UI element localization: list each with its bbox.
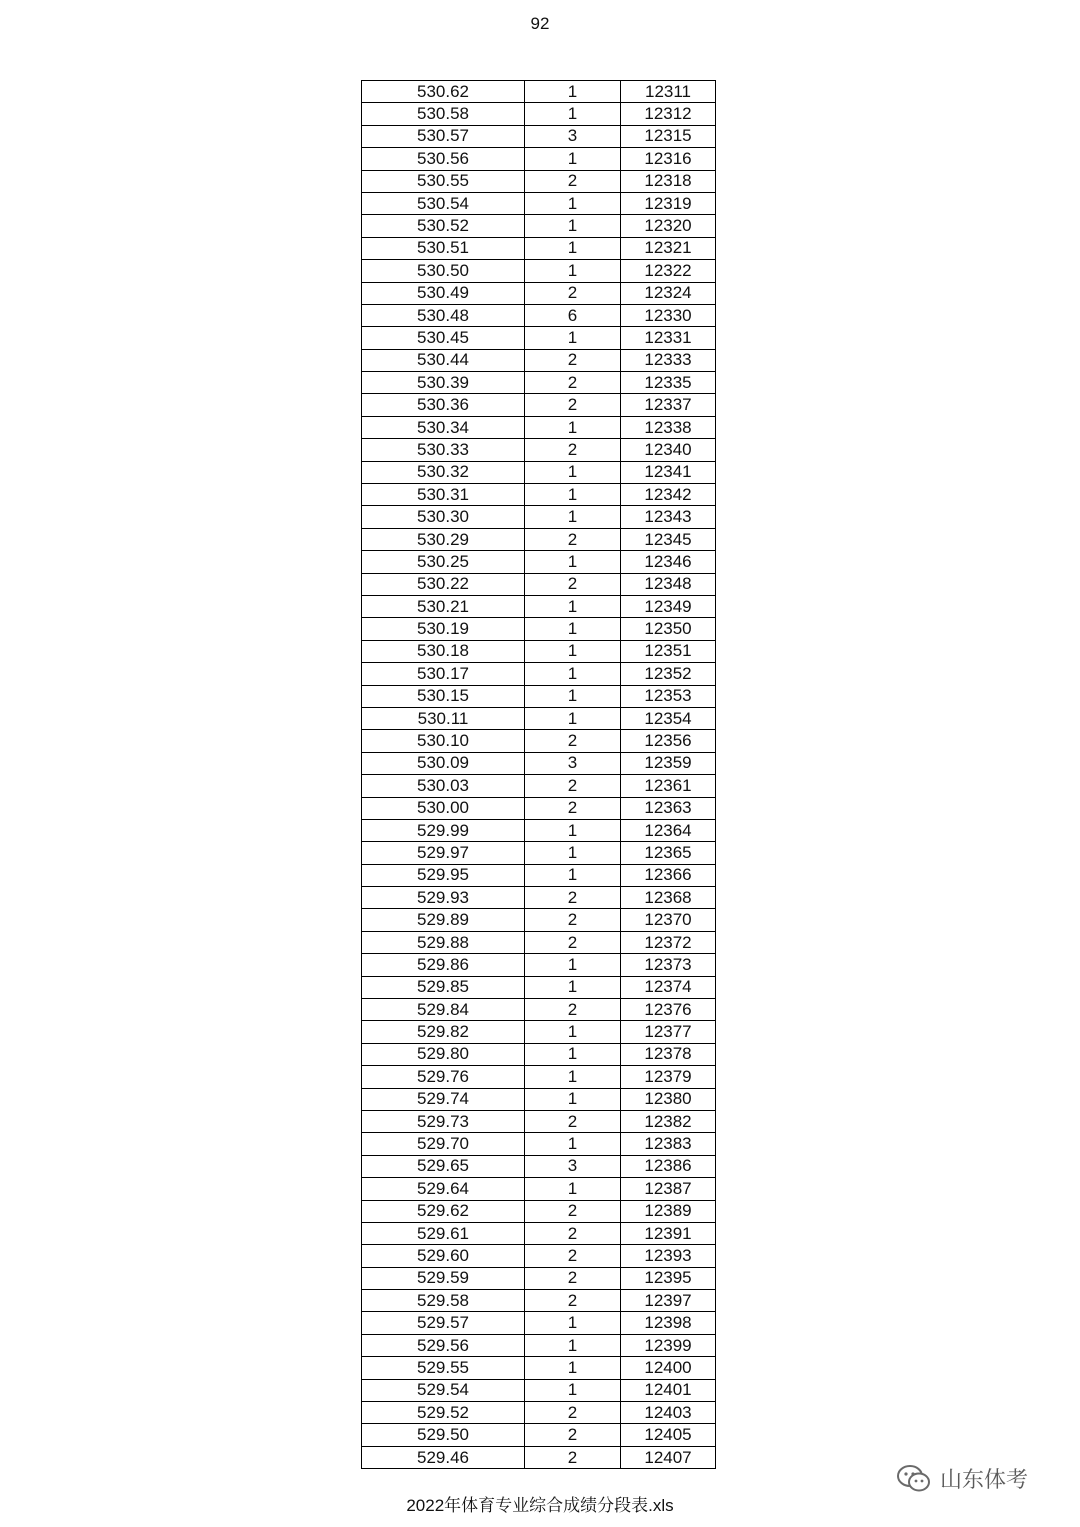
table-row bbox=[362, 103, 716, 125]
score-cell: 530.15 bbox=[362, 685, 525, 707]
table-row bbox=[362, 775, 716, 797]
count-cell: 1 bbox=[525, 976, 621, 998]
table-row bbox=[362, 349, 716, 371]
table-row bbox=[362, 999, 716, 1021]
cumulative-cell: 12352 bbox=[621, 663, 716, 685]
count-cell: 1 bbox=[525, 707, 621, 729]
count-cell: 6 bbox=[525, 304, 621, 326]
cumulative-cell: 12382 bbox=[621, 1110, 716, 1132]
cumulative-cell: 12405 bbox=[621, 1424, 716, 1446]
count-cell: 1 bbox=[525, 1379, 621, 1401]
table-row bbox=[362, 1066, 716, 1088]
score-cell: 529.54 bbox=[362, 1379, 525, 1401]
cumulative-cell: 12353 bbox=[621, 685, 716, 707]
table-row bbox=[362, 1155, 716, 1177]
score-cell: 530.57 bbox=[362, 125, 525, 147]
cumulative-cell: 12331 bbox=[621, 327, 716, 349]
cumulative-cell: 12363 bbox=[621, 797, 716, 819]
table-row bbox=[362, 640, 716, 662]
cumulative-cell: 12337 bbox=[621, 394, 716, 416]
cumulative-cell: 12361 bbox=[621, 775, 716, 797]
cumulative-cell: 12346 bbox=[621, 551, 716, 573]
score-cell: 529.60 bbox=[362, 1245, 525, 1267]
count-cell: 2 bbox=[525, 887, 621, 909]
count-cell: 2 bbox=[525, 1245, 621, 1267]
table-row bbox=[362, 730, 716, 752]
table-row bbox=[362, 1334, 716, 1356]
score-cell: 530.29 bbox=[362, 528, 525, 550]
table-row bbox=[362, 1200, 716, 1222]
count-cell: 2 bbox=[525, 170, 621, 192]
score-cell: 529.80 bbox=[362, 1043, 525, 1065]
count-cell: 1 bbox=[525, 551, 621, 573]
score-cell: 530.33 bbox=[362, 439, 525, 461]
cumulative-cell: 12395 bbox=[621, 1267, 716, 1289]
cumulative-cell: 12319 bbox=[621, 192, 716, 214]
cumulative-cell: 12400 bbox=[621, 1357, 716, 1379]
score-cell: 530.19 bbox=[362, 618, 525, 640]
count-cell: 1 bbox=[525, 506, 621, 528]
table-row bbox=[362, 81, 716, 103]
table-row bbox=[362, 663, 716, 685]
score-cell: 529.93 bbox=[362, 887, 525, 909]
table-row bbox=[362, 976, 716, 998]
table-row bbox=[362, 1290, 716, 1312]
table-row bbox=[362, 416, 716, 438]
score-cell: 530.50 bbox=[362, 260, 525, 282]
table-row bbox=[362, 931, 716, 953]
cumulative-cell: 12338 bbox=[621, 416, 716, 438]
count-cell: 2 bbox=[525, 439, 621, 461]
score-cell: 530.45 bbox=[362, 327, 525, 349]
score-cell: 530.30 bbox=[362, 506, 525, 528]
score-cell: 529.64 bbox=[362, 1178, 525, 1200]
table-row bbox=[362, 1021, 716, 1043]
count-cell: 1 bbox=[525, 954, 621, 976]
cumulative-cell: 12380 bbox=[621, 1088, 716, 1110]
table-row bbox=[362, 394, 716, 416]
count-cell: 2 bbox=[525, 1110, 621, 1132]
table-row bbox=[362, 1267, 716, 1289]
score-cell: 530.44 bbox=[362, 349, 525, 371]
cumulative-cell: 12379 bbox=[621, 1066, 716, 1088]
count-cell: 1 bbox=[525, 148, 621, 170]
table-row bbox=[362, 842, 716, 864]
score-cell: 530.32 bbox=[362, 461, 525, 483]
count-cell: 2 bbox=[525, 797, 621, 819]
score-cell: 529.52 bbox=[362, 1402, 525, 1424]
count-cell: 2 bbox=[525, 528, 621, 550]
count-cell: 2 bbox=[525, 349, 621, 371]
table-row bbox=[362, 1357, 716, 1379]
score-cell: 529.97 bbox=[362, 842, 525, 864]
cumulative-cell: 12333 bbox=[621, 349, 716, 371]
cumulative-cell: 12393 bbox=[621, 1245, 716, 1267]
table-row bbox=[362, 372, 716, 394]
cumulative-cell: 12316 bbox=[621, 148, 716, 170]
cumulative-cell: 12377 bbox=[621, 1021, 716, 1043]
cumulative-cell: 12340 bbox=[621, 439, 716, 461]
score-cell: 530.36 bbox=[362, 394, 525, 416]
table-row bbox=[362, 1178, 716, 1200]
count-cell: 1 bbox=[525, 237, 621, 259]
cumulative-cell: 12320 bbox=[621, 215, 716, 237]
count-cell: 2 bbox=[525, 282, 621, 304]
table-row bbox=[362, 1133, 716, 1155]
table-row bbox=[362, 237, 716, 259]
count-cell: 1 bbox=[525, 1133, 621, 1155]
watermark-text: 山东体考 bbox=[940, 1467, 1029, 1492]
count-cell: 1 bbox=[525, 618, 621, 640]
score-cell: 530.62 bbox=[362, 81, 525, 103]
count-cell: 2 bbox=[525, 573, 621, 595]
cumulative-cell: 12383 bbox=[621, 1133, 716, 1155]
cumulative-cell: 12399 bbox=[621, 1334, 716, 1356]
count-cell: 1 bbox=[525, 1334, 621, 1356]
table-row bbox=[362, 551, 716, 573]
table-row bbox=[362, 1110, 716, 1132]
table-row bbox=[362, 1446, 716, 1468]
table-row bbox=[362, 1245, 716, 1267]
count-cell: 1 bbox=[525, 640, 621, 662]
score-cell: 529.73 bbox=[362, 1110, 525, 1132]
score-cell: 529.88 bbox=[362, 931, 525, 953]
count-cell: 1 bbox=[525, 215, 621, 237]
score-cell: 530.10 bbox=[362, 730, 525, 752]
count-cell: 2 bbox=[525, 1446, 621, 1468]
cumulative-cell: 12378 bbox=[621, 1043, 716, 1065]
table-row bbox=[362, 909, 716, 931]
table-row bbox=[362, 887, 716, 909]
score-cell: 529.84 bbox=[362, 999, 525, 1021]
cumulative-cell: 12349 bbox=[621, 595, 716, 617]
count-cell: 1 bbox=[525, 1088, 621, 1110]
cumulative-cell: 12348 bbox=[621, 573, 716, 595]
count-cell: 3 bbox=[525, 752, 621, 774]
table-row bbox=[362, 707, 716, 729]
table-row bbox=[362, 1222, 716, 1244]
score-cell: 530.48 bbox=[362, 304, 525, 326]
table-row bbox=[362, 1424, 716, 1446]
count-cell: 1 bbox=[525, 842, 621, 864]
table-row bbox=[362, 327, 716, 349]
cumulative-cell: 12407 bbox=[621, 1446, 716, 1468]
table-row bbox=[362, 260, 716, 282]
score-cell: 530.39 bbox=[362, 372, 525, 394]
table-body bbox=[362, 81, 716, 1469]
score-cell: 529.58 bbox=[362, 1290, 525, 1312]
table-row bbox=[362, 1379, 716, 1401]
cumulative-cell: 12350 bbox=[621, 618, 716, 640]
count-cell: 1 bbox=[525, 1357, 621, 1379]
count-cell: 1 bbox=[525, 685, 621, 707]
cumulative-cell: 12311 bbox=[621, 81, 716, 103]
count-cell: 2 bbox=[525, 909, 621, 931]
count-cell: 1 bbox=[525, 260, 621, 282]
table-row bbox=[362, 618, 716, 640]
table-row bbox=[362, 1402, 716, 1424]
score-cell: 530.56 bbox=[362, 148, 525, 170]
cumulative-cell: 12391 bbox=[621, 1222, 716, 1244]
cumulative-cell: 12330 bbox=[621, 304, 716, 326]
page-number: 92 bbox=[530, 14, 550, 33]
score-cell: 530.49 bbox=[362, 282, 525, 304]
table-row bbox=[362, 125, 716, 147]
cumulative-cell: 12403 bbox=[621, 1402, 716, 1424]
count-cell: 1 bbox=[525, 461, 621, 483]
count-cell: 2 bbox=[525, 730, 621, 752]
cumulative-cell: 12345 bbox=[621, 528, 716, 550]
cumulative-cell: 12373 bbox=[621, 954, 716, 976]
table-row bbox=[362, 304, 716, 326]
count-cell: 2 bbox=[525, 1402, 621, 1424]
cumulative-cell: 12321 bbox=[621, 237, 716, 259]
table-row bbox=[362, 148, 716, 170]
count-cell: 1 bbox=[525, 484, 621, 506]
count-cell: 1 bbox=[525, 595, 621, 617]
count-cell: 2 bbox=[525, 1222, 621, 1244]
count-cell: 3 bbox=[525, 1155, 621, 1177]
table-row bbox=[362, 752, 716, 774]
count-cell: 1 bbox=[525, 1066, 621, 1088]
cumulative-cell: 12335 bbox=[621, 372, 716, 394]
cumulative-cell: 12312 bbox=[621, 103, 716, 125]
score-cell: 529.61 bbox=[362, 1222, 525, 1244]
table-row bbox=[362, 797, 716, 819]
cumulative-cell: 12318 bbox=[621, 170, 716, 192]
score-cell: 529.55 bbox=[362, 1357, 525, 1379]
score-cell: 530.31 bbox=[362, 484, 525, 506]
cumulative-cell: 12324 bbox=[621, 282, 716, 304]
wechat-icon bbox=[896, 1464, 932, 1494]
table-row bbox=[362, 819, 716, 841]
table-row bbox=[362, 484, 716, 506]
count-cell: 1 bbox=[525, 81, 621, 103]
score-cell: 530.55 bbox=[362, 170, 525, 192]
score-cell: 529.89 bbox=[362, 909, 525, 931]
table-row bbox=[362, 282, 716, 304]
cumulative-cell: 12389 bbox=[621, 1200, 716, 1222]
score-cell: 530.11 bbox=[362, 707, 525, 729]
count-cell: 1 bbox=[525, 416, 621, 438]
score-cell: 529.82 bbox=[362, 1021, 525, 1043]
score-cell: 529.85 bbox=[362, 976, 525, 998]
cumulative-cell: 12365 bbox=[621, 842, 716, 864]
score-cell: 529.95 bbox=[362, 864, 525, 886]
count-cell: 2 bbox=[525, 1267, 621, 1289]
cumulative-cell: 12387 bbox=[621, 1178, 716, 1200]
cumulative-cell: 12322 bbox=[621, 260, 716, 282]
cumulative-cell: 12343 bbox=[621, 506, 716, 528]
score-cell: 530.21 bbox=[362, 595, 525, 617]
count-cell: 3 bbox=[525, 125, 621, 147]
score-cell: 529.70 bbox=[362, 1133, 525, 1155]
cumulative-cell: 12398 bbox=[621, 1312, 716, 1334]
cumulative-cell: 12376 bbox=[621, 999, 716, 1021]
table-row bbox=[362, 506, 716, 528]
count-cell: 1 bbox=[525, 663, 621, 685]
count-cell: 1 bbox=[525, 103, 621, 125]
score-cell: 529.59 bbox=[362, 1267, 525, 1289]
count-cell: 1 bbox=[525, 819, 621, 841]
score-distribution-table bbox=[361, 80, 716, 1469]
cumulative-cell: 12401 bbox=[621, 1379, 716, 1401]
count-cell: 1 bbox=[525, 1021, 621, 1043]
cumulative-cell: 12341 bbox=[621, 461, 716, 483]
cumulative-cell: 12386 bbox=[621, 1155, 716, 1177]
footer-filename: 2022年体育专业综合成绩分段表.xls bbox=[406, 1496, 674, 1515]
score-cell: 530.34 bbox=[362, 416, 525, 438]
score-cell: 529.57 bbox=[362, 1312, 525, 1334]
table-row bbox=[362, 528, 716, 550]
score-cell: 530.54 bbox=[362, 192, 525, 214]
table-row bbox=[362, 954, 716, 976]
score-cell: 530.51 bbox=[362, 237, 525, 259]
score-cell: 529.99 bbox=[362, 819, 525, 841]
score-cell: 529.62 bbox=[362, 1200, 525, 1222]
table-row bbox=[362, 170, 716, 192]
count-cell: 1 bbox=[525, 1178, 621, 1200]
cumulative-cell: 12372 bbox=[621, 931, 716, 953]
score-cell: 529.50 bbox=[362, 1424, 525, 1446]
count-cell: 1 bbox=[525, 1312, 621, 1334]
table-row bbox=[362, 1088, 716, 1110]
table-row bbox=[362, 685, 716, 707]
score-cell: 529.74 bbox=[362, 1088, 525, 1110]
cumulative-cell: 12354 bbox=[621, 707, 716, 729]
table-row bbox=[362, 573, 716, 595]
table-row bbox=[362, 1043, 716, 1065]
cumulative-cell: 12359 bbox=[621, 752, 716, 774]
watermark bbox=[896, 1463, 1028, 1494]
count-cell: 2 bbox=[525, 775, 621, 797]
count-cell: 1 bbox=[525, 192, 621, 214]
score-cell: 530.18 bbox=[362, 640, 525, 662]
count-cell: 2 bbox=[525, 1290, 621, 1312]
table-row bbox=[362, 461, 716, 483]
score-cell: 530.17 bbox=[362, 663, 525, 685]
count-cell: 1 bbox=[525, 327, 621, 349]
table-row bbox=[362, 215, 716, 237]
score-cell: 530.58 bbox=[362, 103, 525, 125]
score-cell: 530.25 bbox=[362, 551, 525, 573]
cumulative-cell: 12351 bbox=[621, 640, 716, 662]
cumulative-cell: 12366 bbox=[621, 864, 716, 886]
cumulative-cell: 12374 bbox=[621, 976, 716, 998]
table-row bbox=[362, 439, 716, 461]
count-cell: 2 bbox=[525, 931, 621, 953]
cumulative-cell: 12397 bbox=[621, 1290, 716, 1312]
count-cell: 1 bbox=[525, 1043, 621, 1065]
score-cell: 529.46 bbox=[362, 1446, 525, 1468]
count-cell: 2 bbox=[525, 372, 621, 394]
score-cell: 530.52 bbox=[362, 215, 525, 237]
count-cell: 2 bbox=[525, 1424, 621, 1446]
score-cell: 529.65 bbox=[362, 1155, 525, 1177]
score-cell: 530.09 bbox=[362, 752, 525, 774]
score-cell: 529.56 bbox=[362, 1334, 525, 1356]
score-cell: 529.86 bbox=[362, 954, 525, 976]
count-cell: 2 bbox=[525, 394, 621, 416]
score-cell: 530.03 bbox=[362, 775, 525, 797]
cumulative-cell: 12356 bbox=[621, 730, 716, 752]
count-cell: 2 bbox=[525, 999, 621, 1021]
cumulative-cell: 12370 bbox=[621, 909, 716, 931]
count-cell: 2 bbox=[525, 1200, 621, 1222]
count-cell: 1 bbox=[525, 864, 621, 886]
cumulative-cell: 12364 bbox=[621, 819, 716, 841]
cumulative-cell: 12368 bbox=[621, 887, 716, 909]
cumulative-cell: 12315 bbox=[621, 125, 716, 147]
cumulative-cell: 12342 bbox=[621, 484, 716, 506]
score-cell: 529.76 bbox=[362, 1066, 525, 1088]
table-row bbox=[362, 192, 716, 214]
score-cell: 530.00 bbox=[362, 797, 525, 819]
table-row bbox=[362, 864, 716, 886]
table-row bbox=[362, 595, 716, 617]
score-cell: 530.22 bbox=[362, 573, 525, 595]
table-row bbox=[362, 1312, 716, 1334]
